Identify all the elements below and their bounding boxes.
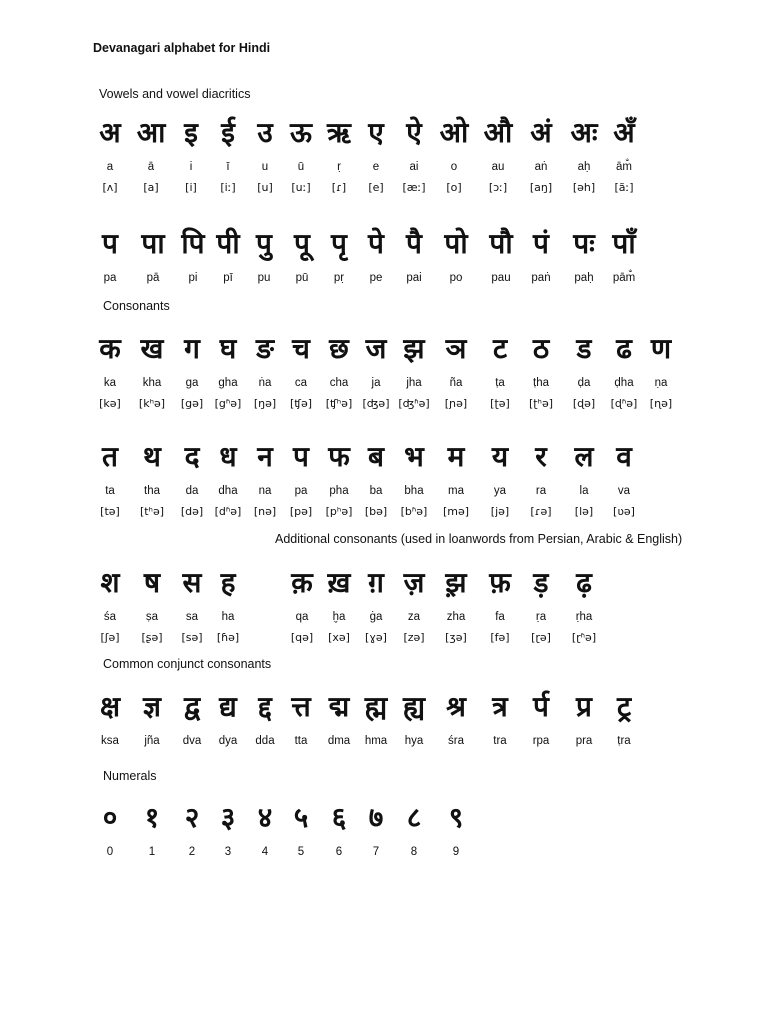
romanization-label: 2 [188, 846, 196, 858]
devanagari-letter: अँ [613, 116, 635, 149]
devanagari-letter: ह्य [402, 690, 426, 723]
ipa-label: [ʃə] [100, 631, 120, 644]
romanization-label: ga [185, 377, 199, 389]
romanization-label: ṛa [535, 611, 547, 623]
romanization-label: ṭra [617, 735, 631, 747]
devanagari-letter: पु [256, 227, 272, 260]
ipa-label: [uː] [291, 181, 311, 194]
romanization-label: ña [449, 377, 463, 389]
devanagari-letter: ड [576, 332, 592, 365]
devanagari-letter: क्ष [99, 690, 121, 723]
romanization-label: 6 [335, 846, 343, 858]
devanagari-letter: २ [184, 801, 200, 834]
ipa-label: [ʈə] [490, 397, 510, 410]
romanization-label: ksa [101, 735, 119, 747]
devanagari-letter: ए [368, 116, 384, 149]
devanagari-letter: औ [483, 116, 513, 149]
devanagari-letter: ट [492, 332, 508, 365]
devanagari-letter: फ [328, 440, 350, 473]
devanagari-letter: द्म [328, 690, 350, 723]
devanagari-letter: ज्ञ [143, 690, 161, 723]
romanization-label: jha [406, 377, 422, 389]
devanagari-letter: प [293, 440, 309, 473]
romanization-label: a [106, 161, 114, 173]
devanagari-letter: फ़ [489, 566, 511, 599]
ipa-label: [fə] [490, 631, 510, 644]
romanization-label: pū [295, 272, 309, 284]
romanization-label: bha [404, 485, 424, 497]
devanagari-letter: पं [533, 227, 549, 260]
devanagari-letter: ट्र [616, 690, 632, 723]
romanization-label: ai [409, 161, 419, 173]
romanization-label: 3 [224, 846, 232, 858]
romanization-label: pai [406, 272, 422, 284]
ipa-label: [pʰə] [325, 505, 353, 518]
devanagari-letter: न [257, 440, 273, 473]
devanagari-letter: थ [143, 440, 161, 473]
devanagari-letter: ३ [220, 801, 236, 834]
devanagari-letter: ई [221, 116, 235, 149]
romanization-label: ha [221, 611, 235, 623]
ipa-label: [ʒə] [445, 631, 467, 644]
romanization-label: 9 [452, 846, 460, 858]
romanization-label: ṅa [258, 377, 272, 389]
devanagari-letter: पै [406, 227, 422, 260]
devanagari-letter: श्र [446, 690, 466, 723]
ipa-label: [tʰə] [139, 505, 165, 518]
romanization-label: pra [575, 735, 593, 747]
romanization-label: o [450, 161, 458, 173]
devanagari-letter: पी [216, 227, 240, 260]
romanization-label: u [261, 161, 269, 173]
romanization-label: dya [218, 735, 238, 747]
devanagari-letter: ५ [293, 801, 309, 834]
ipa-label: [kʰə] [138, 397, 166, 410]
ipa-label: [sə] [181, 631, 203, 644]
ipa-label: [i] [185, 181, 197, 194]
devanagari-letter: ६ [331, 801, 347, 834]
ipa-label: [bə] [364, 505, 388, 518]
romanization-label: po [449, 272, 463, 284]
romanization-label: ām̐ [616, 161, 632, 173]
ipa-label: [ɦə] [216, 631, 240, 644]
devanagari-letter: द्य [219, 690, 237, 723]
ipa-label: [gə] [180, 397, 204, 410]
ipa-label: [ɖə] [572, 397, 596, 410]
ipa-label: [ʂə] [141, 631, 163, 644]
devanagari-letter: द्व [183, 690, 201, 723]
devanagari-letter: ज [365, 332, 387, 365]
ipa-label: [ɾə] [530, 505, 552, 518]
devanagari-letter: ह्म [364, 690, 388, 723]
romanization-label: 0 [106, 846, 114, 858]
romanization-label: dva [182, 735, 202, 747]
ipa-label: [ɲə] [444, 397, 468, 410]
devanagari-letter: पा [141, 227, 165, 260]
romanization-label: ja [371, 377, 381, 389]
ipa-label: [aŋ] [529, 181, 553, 194]
devanagari-letter: क [99, 332, 121, 365]
ipa-label: [tə] [100, 505, 120, 518]
romanization-label: ġa [369, 611, 383, 623]
romanization-label: ta [105, 485, 115, 497]
romanization-label: ba [369, 485, 383, 497]
ipa-label: [ãː] [614, 181, 634, 194]
romanization-label: pha [329, 485, 349, 497]
ipa-label: [æː] [402, 181, 426, 194]
devanagari-letter: ४ [257, 801, 273, 834]
romanization-label: ra [535, 485, 547, 497]
romanization-label: ma [448, 485, 464, 497]
romanization-label: ya [493, 485, 507, 497]
devanagari-letter: व [616, 440, 632, 473]
devanagari-letter: ञ [445, 332, 467, 365]
romanization-label: dma [327, 735, 351, 747]
devanagari-letter: ८ [406, 801, 422, 834]
ipa-label: [dʱə] [214, 505, 242, 518]
romanization-label: pa [294, 485, 308, 497]
romanization-label: pām̐ [612, 272, 636, 284]
devanagari-letter: स [182, 566, 202, 599]
romanization-label: tha [144, 485, 160, 497]
ipa-label: [ɳə] [649, 397, 673, 410]
romanization-label: pṛ [333, 272, 345, 284]
devanagari-letter: प [102, 227, 118, 260]
devanagari-letter: छ [329, 332, 349, 365]
ipa-label: [e] [368, 181, 384, 194]
ipa-label: [ɽʱə] [571, 631, 597, 644]
devanagari-letter: पू [294, 227, 310, 260]
devanagari-letter: ठ [532, 332, 550, 365]
romanization-label: rpa [532, 735, 550, 747]
romanization-label: ka [103, 377, 117, 389]
devanagari-letter: ढ़ [576, 566, 592, 599]
devanagari-letter: ७ [368, 801, 384, 834]
devanagari-letter: उ [257, 116, 273, 149]
ipa-label: [lə] [574, 505, 594, 518]
devanagari-letter: ध [219, 440, 237, 473]
section-heading-additional-consonants: Additional consonants (used in loanwords from Persian, Arabic & English) [275, 532, 683, 546]
devanagari-letter: य [491, 440, 509, 473]
devanagari-letter: भ [404, 440, 424, 473]
romanization-label: e [372, 161, 380, 173]
devanagari-letter: पे [368, 227, 384, 260]
devanagari-letter: ण [650, 332, 672, 365]
ipa-label: [də] [180, 505, 204, 518]
romanization-label: tta [294, 735, 308, 747]
romanization-label: aḥ [577, 161, 591, 173]
romanization-label: ū [297, 161, 305, 173]
devanagari-letter: अ [99, 116, 121, 149]
romanization-label: pā [146, 272, 160, 284]
romanization-label: ṛ [337, 161, 341, 173]
devanagari-letter: द्द [258, 690, 272, 723]
devanagari-letter: पौ [489, 227, 513, 260]
romanization-label: la [579, 485, 589, 497]
devanagari-letter: ल [574, 440, 594, 473]
romanization-label: fa [495, 611, 505, 623]
romanization-label: zha [446, 611, 466, 623]
ipa-label: [ʈʰə] [528, 397, 554, 410]
devanagari-letter: श [100, 566, 120, 599]
devanagari-letter: ऋ [327, 116, 351, 149]
romanization-label: ṇa [654, 377, 668, 389]
ipa-label: [əh] [572, 181, 596, 194]
ipa-label: [ɾ] [331, 181, 347, 194]
romanization-label: ca [294, 377, 308, 389]
ipa-label: [o] [446, 181, 462, 194]
devanagari-letter: त्र [492, 690, 508, 723]
devanagari-letter: ग़ [368, 566, 384, 599]
devanagari-letter: द [184, 440, 200, 473]
devanagari-letter: पो [444, 227, 468, 260]
devanagari-letter: ० [102, 801, 118, 834]
romanization-label: ā [147, 161, 155, 173]
ipa-label: [kə] [99, 397, 121, 410]
romanization-label: 5 [297, 846, 305, 858]
ipa-label: [nə] [253, 505, 277, 518]
section-heading-vowels: Vowels and vowel diacritics [99, 87, 251, 101]
devanagari-letter: प्र [576, 690, 592, 723]
romanization-label: hya [404, 735, 424, 747]
devanagari-letter: त्त [291, 690, 311, 723]
devanagari-letter: १ [144, 801, 160, 834]
devanagari-letter: पः [573, 227, 595, 260]
devanagari-letter: पाँ [612, 227, 636, 260]
devanagari-letter: ब [368, 440, 384, 473]
romanization-label: ḍa [577, 377, 591, 389]
devanagari-letter: झ [403, 332, 425, 365]
ipa-label: [ŋə] [253, 397, 277, 410]
devanagari-letter: पि [181, 227, 205, 260]
devanagari-letter: ख [140, 332, 164, 365]
romanization-label: au [491, 161, 505, 173]
romanization-label: aṅ [534, 161, 548, 173]
romanization-label: jña [144, 735, 160, 747]
ipa-label: [ʤʱə] [398, 397, 430, 410]
section-heading-conjunct-consonants: Common conjunct consonants [103, 657, 272, 671]
ipa-label: [qə] [290, 631, 314, 644]
ipa-label: [ɖʱə] [610, 397, 638, 410]
romanization-label: ḍha [614, 377, 634, 389]
section-heading-consonants: Consonants [103, 299, 170, 313]
devanagari-letter: ख़ [327, 566, 351, 599]
romanization-label: ṛha [575, 611, 593, 623]
devanagari-letter: ज़ [403, 566, 425, 599]
devanagari-letter: ङ [256, 332, 274, 365]
devanagari-letter: झ़ [445, 566, 467, 599]
romanization-label: pu [257, 272, 271, 284]
ipa-label: [ɽə] [531, 631, 551, 644]
ipa-label: [bʱə] [400, 505, 428, 518]
romanization-label: pi [188, 272, 198, 284]
romanization-label: na [258, 485, 272, 497]
devanagari-letter: ग [184, 332, 200, 365]
romanization-label: ḫa [332, 611, 346, 623]
devanagari-letter: ष [143, 566, 161, 599]
ipa-label: [a] [143, 181, 159, 194]
romanization-label: kha [142, 377, 162, 389]
romanization-label: paḥ [574, 272, 594, 284]
devanagari-letter: ९ [448, 801, 464, 834]
romanization-label: ī [226, 161, 230, 173]
romanization-label: gha [218, 377, 238, 389]
romanization-label: qa [295, 611, 309, 623]
ipa-label: [pə] [289, 505, 313, 518]
romanization-label: va [617, 485, 631, 497]
devanagari-letter: आ [136, 116, 166, 149]
devanagari-letter: ऐ [406, 116, 422, 149]
romanization-label: 4 [261, 846, 269, 858]
romanization-label: śra [448, 735, 464, 747]
page-title: Devanagari alphabet for Hindi [93, 41, 271, 55]
ipa-label: [ʧʰə] [325, 397, 353, 410]
devanagari-letter: म [447, 440, 465, 473]
devanagari-letter: च [292, 332, 310, 365]
ipa-label: [ɔː] [488, 181, 508, 194]
section-heading-numerals: Numerals [103, 769, 157, 783]
ipa-label: [iː] [220, 181, 236, 194]
devanagari-letter: र्प [533, 690, 549, 723]
romanization-label: paṅ [531, 272, 551, 284]
devanagari-letter: ड़ [533, 566, 549, 599]
devanagari-letter: पृ [331, 227, 347, 260]
ipa-label: [u] [257, 181, 273, 194]
romanization-label: ṭa [495, 377, 505, 389]
ipa-label: [gʱə] [214, 397, 242, 410]
devanagari-letter: अः [570, 116, 598, 149]
ipa-label: [ʋə] [613, 505, 635, 518]
devanagari-letter: क़ [291, 566, 313, 599]
romanization-label: ṣa [145, 611, 159, 623]
romanization-label: dda [255, 735, 275, 747]
devanagari-letter: ऊ [290, 116, 312, 149]
romanization-label: 7 [372, 846, 380, 858]
romanization-label: da [185, 485, 199, 497]
devanagari-letter: इ [184, 116, 198, 149]
romanization-label: i [189, 161, 193, 173]
romanization-label: pau [491, 272, 511, 284]
romanization-label: hma [364, 735, 388, 747]
devanagari-letter: घ [219, 332, 237, 365]
ipa-label: [xə] [328, 631, 350, 644]
romanization-label: dha [218, 485, 238, 497]
romanization-label: cha [329, 377, 349, 389]
romanization-label: 1 [148, 846, 156, 858]
ipa-label: [ɣə] [365, 631, 387, 644]
ipa-label: [ʧə] [289, 397, 313, 410]
romanization-label: ṭha [533, 377, 549, 389]
romanization-label: pī [223, 272, 233, 284]
romanization-label: śa [103, 611, 117, 623]
devanagari-letter: अं [530, 116, 552, 149]
devanagari-letter: र [535, 440, 547, 473]
devanagari-letter: त [102, 440, 118, 473]
romanization-label: tra [493, 735, 507, 747]
ipa-label: [mə] [442, 505, 470, 518]
ipa-label: [ʌ] [102, 181, 118, 194]
romanization-label: sa [185, 611, 199, 623]
devanagari-letter: ह [220, 566, 236, 599]
romanization-label: pe [369, 272, 383, 284]
ipa-label: [jə] [490, 505, 510, 518]
ipa-label: [ʤə] [362, 397, 390, 410]
ipa-label: [zə] [403, 631, 425, 644]
romanization-label: 8 [410, 846, 418, 858]
devanagari-letter: ढ [616, 332, 632, 365]
devanagari-letter: ओ [439, 116, 469, 149]
romanization-label: za [407, 611, 421, 623]
romanization-label: pa [103, 272, 117, 284]
